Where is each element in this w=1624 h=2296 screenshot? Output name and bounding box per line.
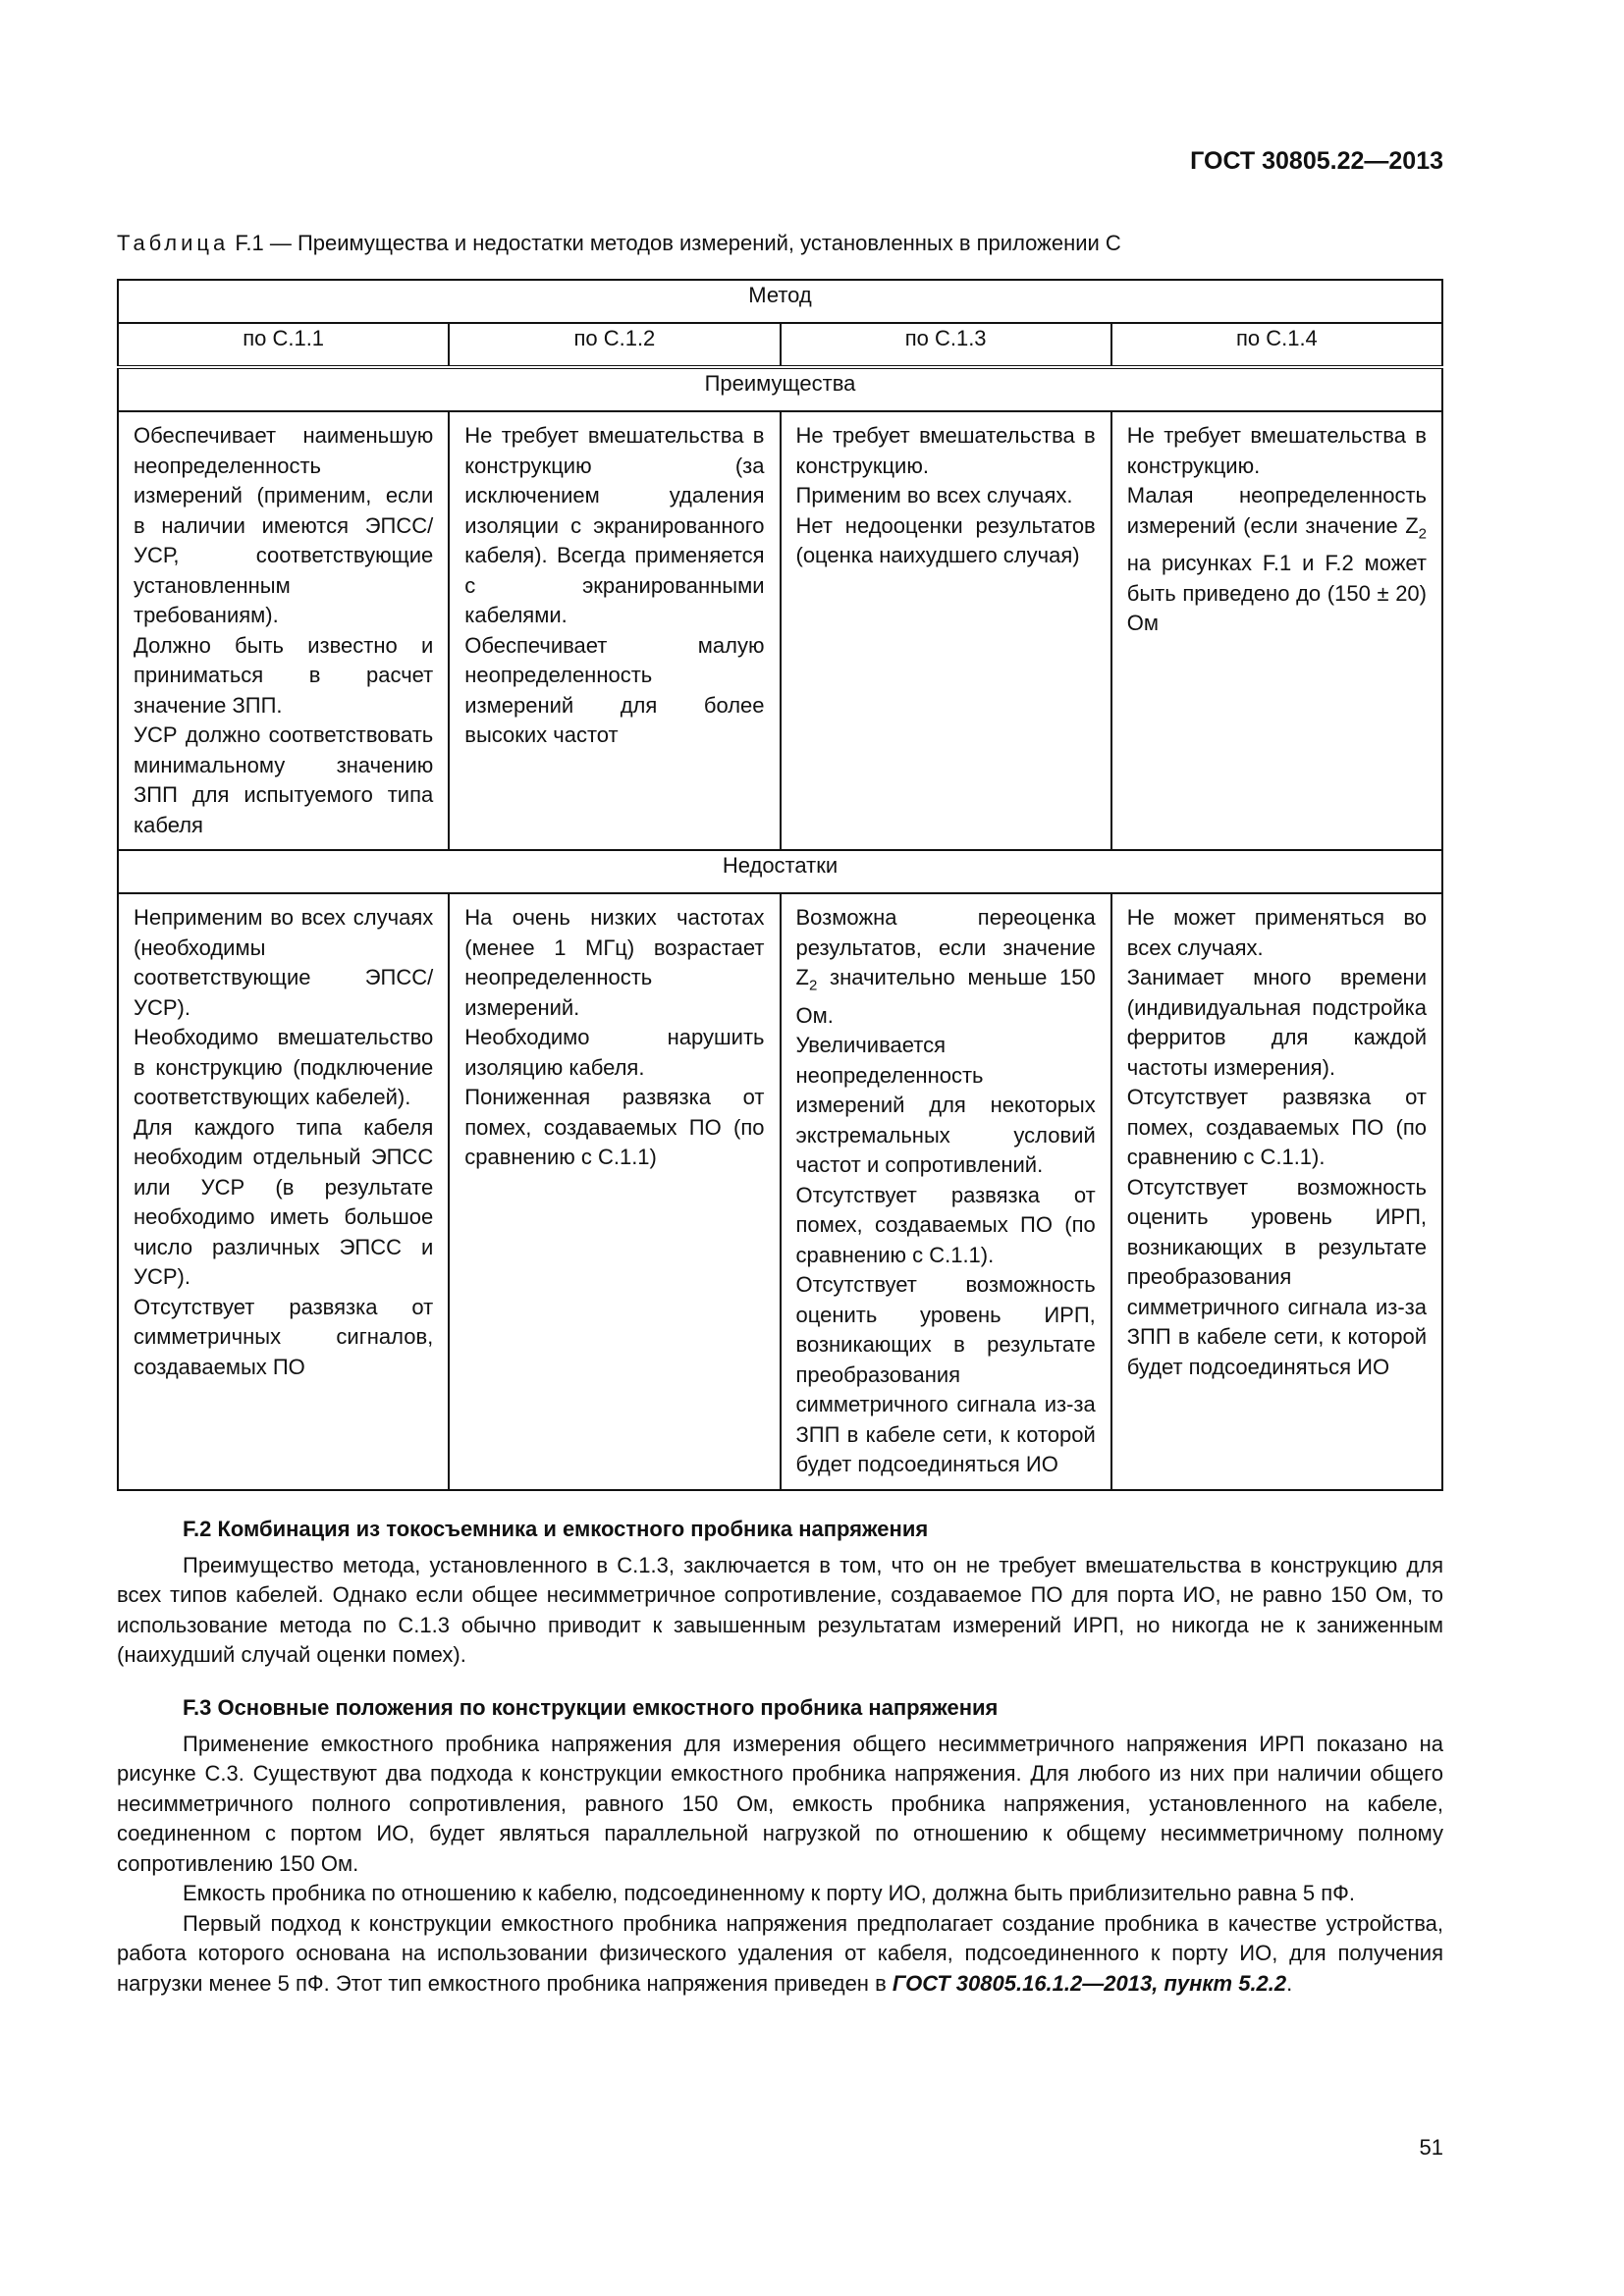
cell-paragraph: На очень низких частотах (менее 1 МГц) возрастает неопределенность измерений. bbox=[464, 905, 765, 1020]
text-run: . bbox=[1286, 1970, 1293, 1996]
cell-paragraph: Нет недооценки результатов (оценка наихудшего случая) bbox=[795, 512, 1096, 567]
advantages-heading: Преимущества bbox=[118, 367, 1442, 411]
cell-paragraph: Не требует вмешательства в конструкцию (за исключением удаления изоляции с экранированного кабеля). Всегда применяется с экранированными кабелями. bbox=[464, 423, 765, 627]
section-f2-paragraph: Преимущество метода, установленного в С.1.3, заключается в том, что он не требует вмешательства в конструкцию для всех типов кабелей. Однако если общее несимметричное сопротивление, создаваемое ПО для порта ИО, не равно 150 Ом, то использование метода по С.1.3 обычно приводит к завышенным результатам измерений ИРП, но никогда не к заниженным (наихудший случай оценки помех). bbox=[117, 1552, 1443, 1667]
text-run: Малая неопределенность измерений (если значение Z bbox=[1126, 483, 1427, 538]
methods-table bbox=[117, 279, 1443, 1491]
cell-paragraph: Занимает много времени (индивидуальная подстройка ферритов для каждой частоты измерения). bbox=[1126, 965, 1427, 1080]
disadvantages-cell bbox=[781, 893, 1111, 1490]
text-run: Возможна переоценка результатов, если значение Z bbox=[795, 905, 1096, 989]
column-header: по С.1.1 bbox=[118, 323, 449, 367]
cell-paragraph: Необходимо вмешательство в конструкцию (подключение соответствующих кабелей). bbox=[134, 1025, 434, 1109]
standard-reference: ГОСТ 30805.16.1.2—2013, пункт 5.2.2 bbox=[892, 1970, 1287, 1996]
cell-paragraph: Отсутствует развязка от помех, создаваемых ПО (по сравнению с С.1.1). bbox=[795, 1182, 1096, 1267]
disadvantages-cell bbox=[449, 893, 780, 1490]
subscript: 2 bbox=[808, 977, 818, 994]
cell-paragraph: Не может применяться во всех случаях. bbox=[1126, 905, 1427, 960]
cell-paragraph: Не требует вмешательства в конструкцию. bbox=[795, 423, 1096, 478]
cell-paragraph: Отсутствует развязка от симметричных сигналов, создаваемых ПО bbox=[134, 1294, 434, 1379]
cell-paragraph: Обеспечивает наименьшую неопределенность измерений (применим, если в наличии имеются ЭПСС/УСР, соответствующие установленным требованиям). bbox=[134, 423, 434, 627]
column-header: по С.1.3 bbox=[781, 323, 1111, 367]
cell-paragraph: Обеспечивает малую неопределенность измерений для более высоких частот bbox=[464, 632, 765, 747]
table-caption-text: F.1 — Преимущества и недостатки методов измерений, установленных в приложении С bbox=[229, 231, 1121, 255]
cell-paragraph bbox=[796, 903, 1096, 1031]
cell-paragraph bbox=[1127, 481, 1427, 639]
section-f3-paragraph: Емкость пробника по отношению к кабелю, подсоединенному к порту ИО, должна быть приблизительно равна 5 пФ. bbox=[183, 1881, 1355, 1905]
method-header: Метод bbox=[118, 280, 1442, 323]
cell-paragraph: Увеличивается неопределенность измерений для некоторых экстремальных условий частот и сопротивлений. bbox=[795, 1033, 1096, 1178]
table-caption-lead: Таблица bbox=[117, 231, 230, 255]
cell-paragraph: Неприменим во всех случаях (необходимы соответствующие ЭПСС/УСР). bbox=[134, 905, 434, 1020]
cell-paragraph: Применим во всех случаях. bbox=[795, 483, 1073, 507]
section-f3-paragraph: Применение емкостного пробника напряжения для измерения общего несимметричного напряжения ИРП показано на рисунке С.3. Существуют два подхода к конструкции емкостного пробника напряжения. Для любого из них при наличии общего несимметричного полного сопротивления, равного 150 Ом, емкость пробника напряжения, установленного на кабеле, соединенном с портом ИО, будет являться параллельной нагрузкой по отношению к общему несимметричному полному сопротивлению 150 Ом. bbox=[117, 1731, 1443, 1876]
section-f3-title: F.3 Основные положения по конструкции емкостного пробника напряжения bbox=[183, 1695, 999, 1720]
cell-paragraph: УСР должно соответствовать минимальному значению ЗПП для испытуемого типа кабеля bbox=[134, 722, 434, 837]
section-f3 bbox=[117, 1693, 1443, 1999]
section-f2-title: F.2 Комбинация из токосъемника и емкостного пробника напряжения bbox=[183, 1517, 929, 1541]
document-id: ГОСТ 30805.22—2013 bbox=[1190, 147, 1443, 175]
disadvantages-heading: Недостатки bbox=[118, 850, 1442, 893]
section-f2 bbox=[117, 1515, 1443, 1671]
advantages-cell bbox=[781, 411, 1111, 850]
cell-paragraph: Для каждого типа кабеля необходим отдельный ЭПСС или УСР (в результате необходимо иметь большое число различных ЭПСС и УСР). bbox=[134, 1114, 434, 1289]
disadvantages-cell bbox=[1111, 893, 1442, 1490]
text-run: на рисунках F.1 и F.2 может быть приведено до (150 ± 20) Ом bbox=[1126, 551, 1427, 636]
cell-paragraph: Не требует вмешательства в конструкцию. bbox=[1126, 423, 1427, 478]
cell-paragraph: Необходимо нарушить изоляцию кабеля. bbox=[464, 1025, 765, 1080]
text-run: значительно меньше 150 Ом. bbox=[795, 965, 1096, 1028]
cell-paragraph: Отсутствует возможность оценить уровень ИРП, возникающих в результате преобразования симметричного сигнала из-за ЗПП в кабеле сети, к которой будет подсоединяться ИО bbox=[795, 1272, 1096, 1477]
text-run: Первый подход к конструкции емкостного пробника напряжения предполагает создание пробника в качестве устройства, работа которого основана на использовании физического удаления от кабеля, подсоединенного к порту ИО, для получения нагрузки менее 5 пФ. Этот тип емкостного пробника напряжения приведен в bbox=[117, 1910, 1443, 1996]
cell-paragraph: Должно быть известно и приниматься в расчет значение ЗПП. bbox=[134, 632, 434, 718]
column-header: по С.1.4 bbox=[1111, 323, 1442, 367]
advantages-cell bbox=[1111, 411, 1442, 850]
cell-paragraph: Отсутствует развязка от помех, создаваемых ПО (по сравнению с С.1.1). bbox=[1126, 1085, 1427, 1169]
advantages-cell bbox=[118, 411, 449, 850]
cell-paragraph: Пониженная развязка от помех, создаваемых ПО (по сравнению с С.1.1) bbox=[464, 1085, 765, 1169]
table-caption bbox=[117, 231, 1121, 256]
page-number: 51 bbox=[1419, 2135, 1443, 2160]
disadvantages-cell bbox=[118, 893, 449, 1490]
advantages-cell bbox=[449, 411, 780, 850]
subscript: 2 bbox=[1418, 524, 1427, 542]
cell-paragraph: Отсутствует возможность оценить уровень ИРП, возникающих в результате преобразования симметричного сигнала из-за ЗПП в кабеле сети, к которой будет подсоединяться ИО bbox=[1126, 1174, 1427, 1379]
column-header: по С.1.2 bbox=[449, 323, 780, 367]
section-f3-paragraph bbox=[117, 1909, 1443, 2000]
